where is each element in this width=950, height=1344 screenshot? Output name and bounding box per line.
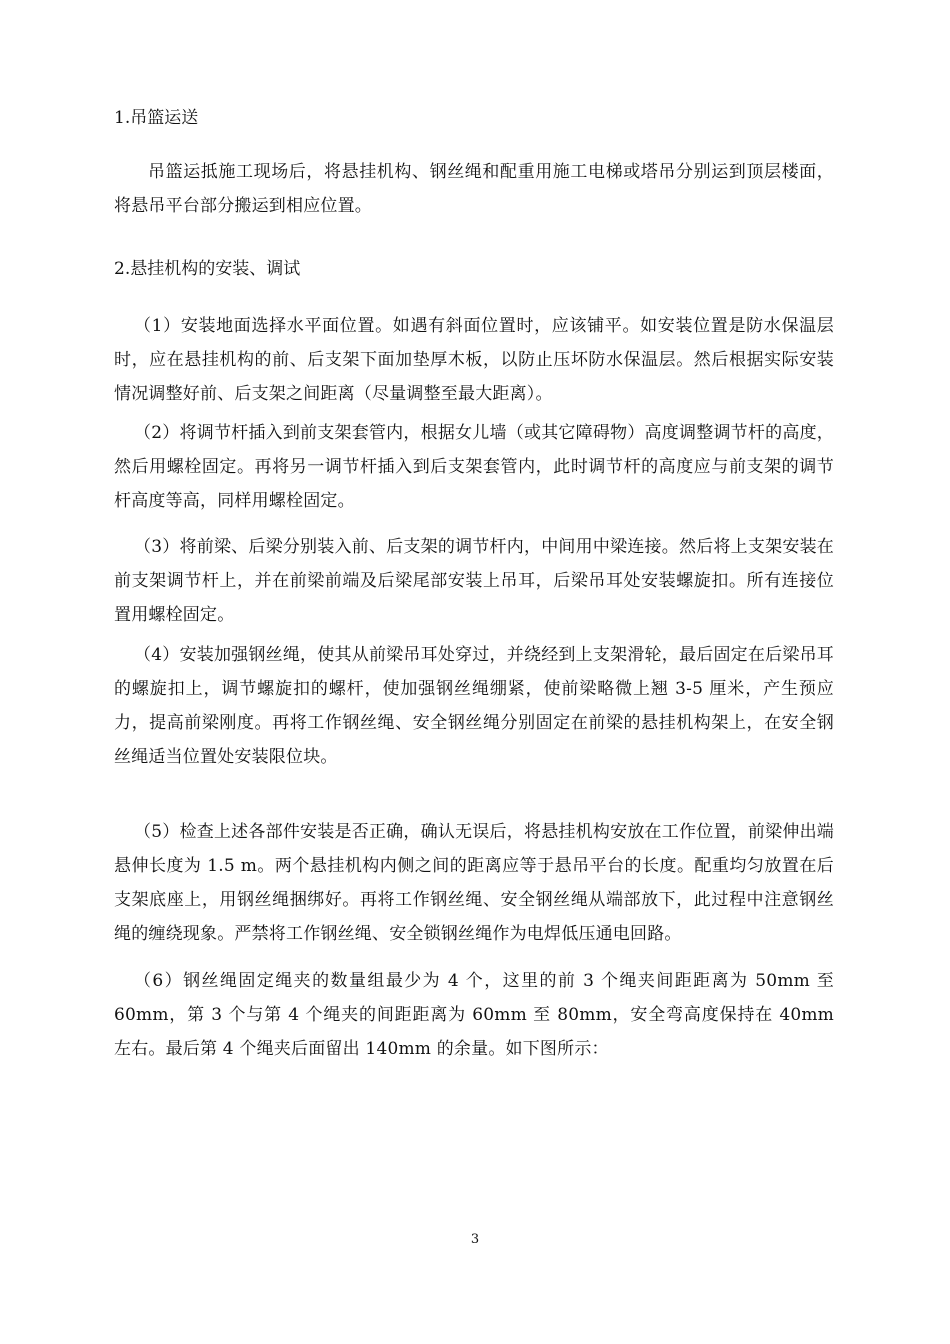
- step-1-paragraph: （1）安装地面选择水平面位置。如遇有斜面位置时，应该铺平。如安装位置是防水保温层时，应在悬挂机构的前、后支架下面加垫厚木板，以防止压坏防水保温层。然后根据实际安装情况调整好前、后支架之间距离（尽量调整至最大距离）。: [114, 316, 834, 404]
- section-heading-transport: 1.吊篮运送: [114, 108, 199, 128]
- step-5-paragraph: （5）检查上述各部件安装是否正确，确认无误后，将悬挂机构安放在工作位置，前梁伸出端悬伸长度为 1.5 m。两个悬挂机构内侧之间的距离应等于悬吊平台的长度。配重均匀放置在后支架底座上，用钢丝绳捆绑好。再将工作钢丝绳、安全钢丝绳从端部放下，此过程中注意钢丝绳的缠绕现象。严禁将工作钢丝绳、安全锁钢丝绳作为电焊低压通电回路。: [114, 822, 834, 944]
- step-3-paragraph: （3）将前梁、后梁分别装入前、后支架的调节杆内，中间用中梁连接。然后将上支架安装在前支架调节杆上，并在前梁前端及后梁尾部安装上吊耳，后梁吊耳处安装螺旋扣。所有连接位置用螺栓固定。: [114, 537, 834, 625]
- step-4-paragraph: （4）安装加强钢丝绳，使其从前梁吊耳处穿过，并绕经到上支架滑轮，最后固定在后梁吊耳的螺旋扣上，调节螺旋扣的螺杆，使加强钢丝绳绷紧，使前梁略微上翘 3-5 厘米，产生预应力，提高前梁刚度。再将工作钢丝绳、安全钢丝绳分别固定在前梁的悬挂机构架上，在安全钢丝绳适当位置处安装限位块。: [114, 645, 834, 767]
- page-number: 3: [470, 1232, 480, 1247]
- paragraph-transport: 吊篮运抵施工现场后，将悬挂机构、钢丝绳和配重用施工电梯或塔吊分别运到顶层楼面，将悬吊平台部分搬运到相应位置。: [114, 162, 834, 216]
- step-2-paragraph: （2）将调节杆插入到前支架套管内，根据女儿墙（或其它障碍物）高度调整调节杆的高度，然后用螺栓固定。再将另一调节杆插入到后支架套管内，此时调节杆的高度应与前支架的调节杆高度等高，同样用螺栓固定。: [114, 423, 834, 511]
- step-6-paragraph: （6）钢丝绳固定绳夹的数量组最少为 4 个，这里的前 3 个绳夹间距距离为 50mm 至 60mm，第 3 个与第 4 个绳夹的间距距离为 60mm 至 80mm，安全弯高度保持在 40mm 左右。最后第 4 个绳夹后面留出 140mm 的余量。如下图所示：: [114, 971, 834, 1059]
- section-heading-installation: 2.悬挂机构的安装、调试: [114, 259, 301, 279]
